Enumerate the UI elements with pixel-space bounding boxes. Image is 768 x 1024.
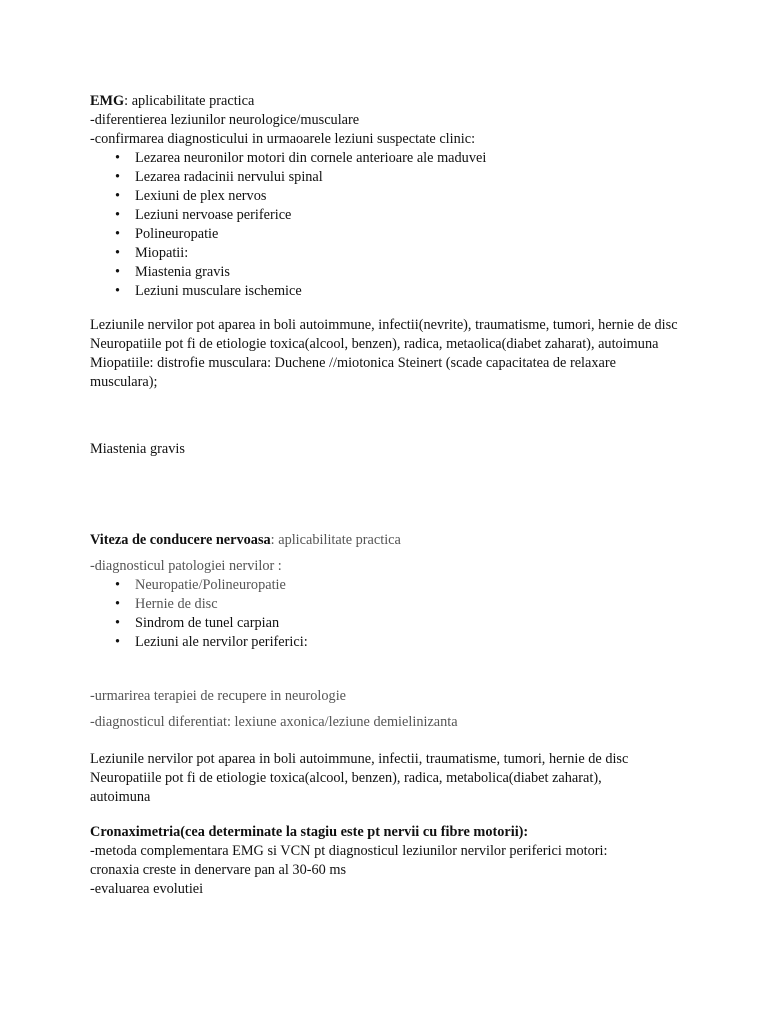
bullet-icon: • bbox=[115, 615, 121, 631]
vcn-heading bbox=[90, 531, 690, 550]
bullet-icon: • bbox=[115, 596, 121, 612]
cronaximetria-heading: Cronaximetria(cea determinate la stagiu este pt nervii cu fibre motorii): bbox=[90, 824, 529, 840]
emg-paragraphs bbox=[90, 316, 690, 392]
list-item: • Lexiuni de plex nervos bbox=[115, 188, 267, 204]
vcn-followup bbox=[90, 687, 690, 706]
bullet-icon: • bbox=[115, 169, 121, 185]
emg-heading bbox=[90, 92, 690, 111]
bullet-icon: • bbox=[115, 188, 121, 204]
list-item: • Lezarea radacinii nervului spinal bbox=[115, 169, 323, 185]
list-item: • Hernie de disc bbox=[115, 596, 218, 612]
bullet-icon: • bbox=[115, 577, 121, 593]
vcn-differential bbox=[90, 713, 690, 732]
vcn-bullet-list bbox=[90, 576, 690, 652]
cronaximetria-line-3: -evaluarea evolutiei bbox=[90, 881, 204, 897]
emg-heading-bold: EMG bbox=[90, 93, 125, 109]
emg-paragraph-lesions: Leziunile nervilor pot aparea in boli autoimmune, infectii(nevrite), traumatisme, tumori, hernie de disc bbox=[90, 317, 678, 333]
cronaximetria-line-1: -metoda complementara EMG si VCN pt diagnosticul leziunilor nervilor periferici motori: bbox=[90, 843, 608, 859]
list-item: • Lezarea neuronilor motori din cornele anterioare ale maduvei bbox=[115, 150, 487, 166]
emg-section bbox=[90, 92, 690, 301]
bullet-icon: • bbox=[115, 226, 121, 242]
emg-line-2: -confirmarea diagnosticului in urmaoarele leziuni suspectate clinic: bbox=[90, 131, 476, 147]
cronaximetria-section bbox=[90, 823, 690, 899]
list-item: • Miastenia gravis bbox=[115, 264, 230, 280]
emg-paragraph-myopathies: Miopatiile: distrofie musculara: Duchene //miotonica Steinert (scade capacitatea de relaxare musculara); bbox=[90, 355, 616, 390]
list-item: • Miopatii: bbox=[115, 245, 189, 261]
list-item: • Leziuni ale nervilor periferici: bbox=[115, 634, 308, 650]
bullet-icon: • bbox=[115, 207, 121, 223]
vcn-line-3: -diagnosticul diferentiat: lexiune axonica/leziune demielinizanta bbox=[90, 714, 458, 730]
vcn-heading-rest: : aplicabilitate practica bbox=[270, 532, 401, 548]
vcn-section bbox=[90, 557, 690, 652]
list-item: • Sindrom de tunel carpian bbox=[115, 615, 280, 631]
emg-myasthenia-paragraph bbox=[90, 440, 690, 459]
vcn-paragraph-lesions: Leziunile nervilor pot aparea in boli autoimmune, infectii, traumatisme, tumori, hernie de disc bbox=[90, 751, 629, 767]
vcn-line-2: -urmarirea terapiei de recupere in neurologie bbox=[90, 688, 347, 704]
vcn-line-1: -diagnosticul patologiei nervilor : bbox=[90, 558, 282, 574]
list-item: • Neuropatie/Polineuropatie bbox=[115, 577, 286, 593]
bullet-icon: • bbox=[115, 634, 121, 650]
cronaximetria-line-2: cronaxia creste in denervare pan al 30-60 ms bbox=[90, 862, 347, 878]
bullet-icon: • bbox=[115, 245, 121, 261]
list-item: • Polineuropatie bbox=[115, 226, 219, 242]
emg-heading-rest: : aplicabilitate practica bbox=[124, 93, 255, 109]
list-item: • Leziuni nervoase periferice bbox=[115, 207, 292, 223]
bullet-icon: • bbox=[115, 264, 121, 280]
vcn-paragraph-neuropathies: Neuropatiile pot fi de etiologie toxica(alcool, benzen), radica, metabolica(diabet zaharat), autoimuna bbox=[90, 770, 602, 805]
bullet-icon: • bbox=[115, 150, 121, 166]
emg-paragraph-myasthenia: Miastenia gravis bbox=[90, 441, 185, 457]
emg-paragraph-neuropathies: Neuropatiile pot fi de etiologie toxica(alcool, benzen), radica, metaolica(diabet zaharat), autoimuna bbox=[90, 336, 659, 352]
emg-bullet-list bbox=[90, 149, 690, 301]
emg-line-1: -diferentierea leziunilor neurologice/musculare bbox=[90, 112, 360, 128]
vcn-paragraphs bbox=[90, 750, 690, 807]
vcn-heading-bold: Viteza de conducere nervoasa bbox=[90, 532, 271, 548]
vcn-heading-block bbox=[90, 531, 690, 550]
list-item: • Leziuni musculare ischemice bbox=[115, 283, 302, 299]
bullet-icon: • bbox=[115, 283, 121, 299]
